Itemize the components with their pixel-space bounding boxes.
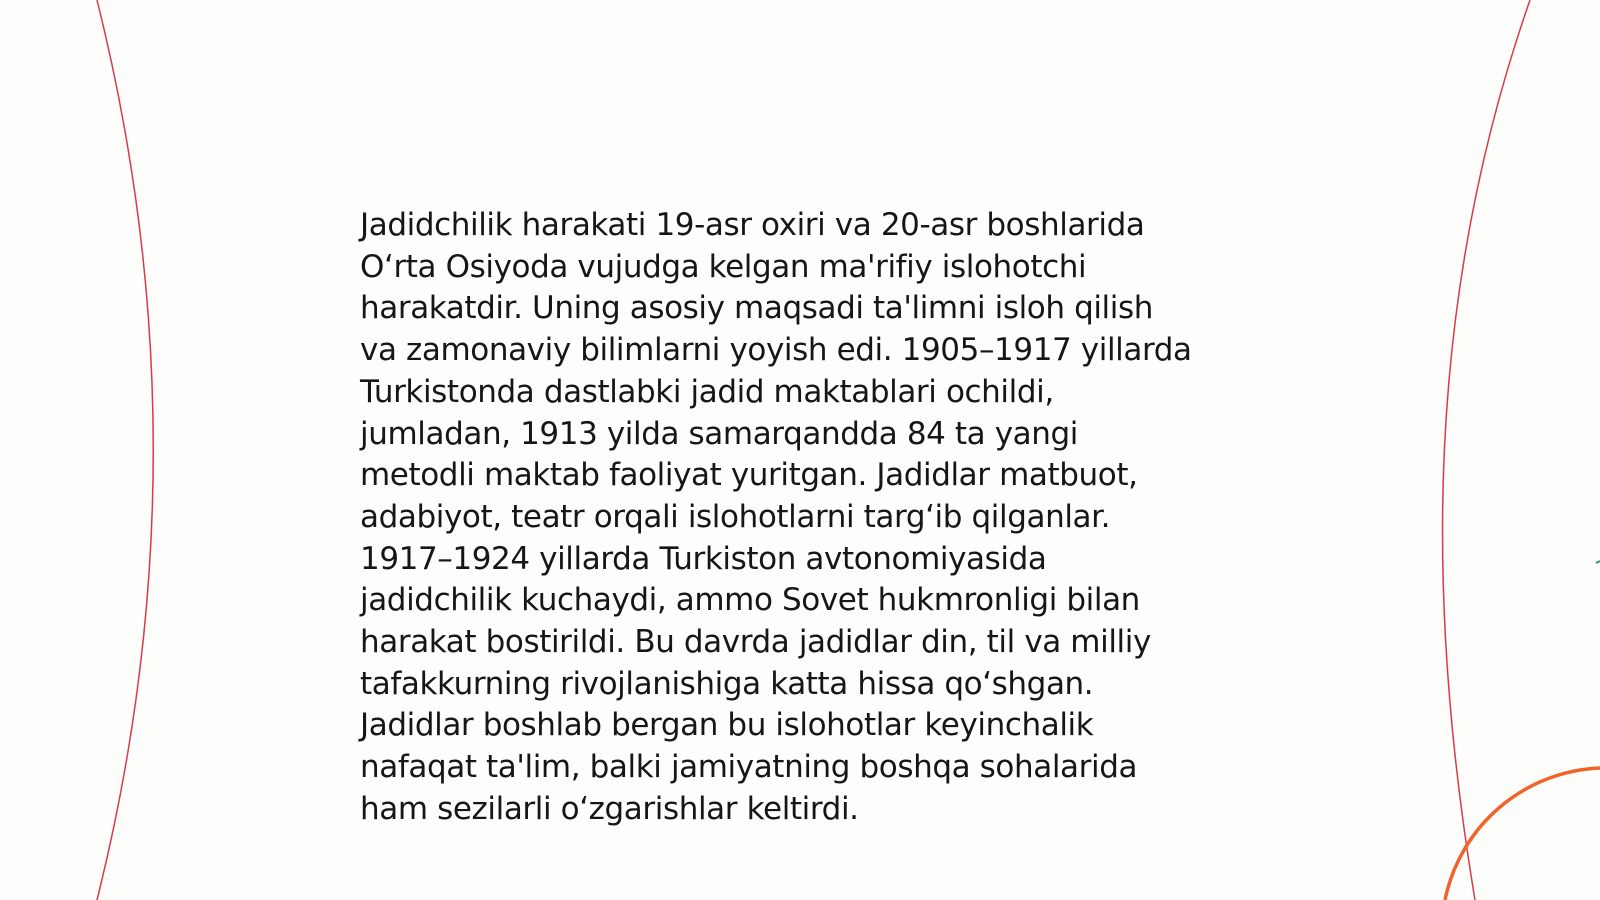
- text-line: Jadidlar boshlab bergan bu islohotlar keyinchalik: [360, 707, 1094, 744]
- text-line: tafakkurning rivojlanishiga katta hissa qo‘shgan.: [360, 665, 1094, 702]
- text-line: adabiyot, teatr orqali islohotlarni targ‘ib qilganlar.: [360, 498, 1111, 535]
- text-line: Jadidchilik harakati 19-asr oxiri va 20-asr boshlarida: [360, 207, 1145, 243]
- orange-arc: [1445, 768, 1600, 900]
- text-line: harakat bostirildi. Bu davrda jadidlar din, til va milliy: [360, 624, 1151, 661]
- text-line: va zamonaviy bilimlarni yoyish edi. 1905–1917 yillarda: [360, 332, 1192, 369]
- text-line: metodli maktab faoliyat yuritgan. Jadidlar matbuot,: [360, 457, 1138, 494]
- text-line: harakatdir. Uning asosiy maqsadi ta'limni isloh qilish: [360, 290, 1153, 327]
- body-paragraph: [360, 205, 1260, 831]
- text-line: 1917–1924 yillarda Turkiston avtonomiyasida: [360, 540, 1047, 577]
- text-line: jumladan, 1913 yilda samarqandda 84 ta yangi: [360, 415, 1078, 452]
- text-line: O‘rta Osiyoda vujudga kelgan ma'rifiy islohotchi: [360, 248, 1087, 285]
- right-curve-line: [1443, 0, 1530, 900]
- left-curve-line: [97, 0, 153, 900]
- text-line: Turkistonda dastlabki jadid maktablari ochildi,: [360, 373, 1054, 410]
- green-accent-mark: [1596, 561, 1600, 563]
- text-line: nafaqat ta'lim, balki jamiyatning boshqa sohalarida: [360, 749, 1138, 786]
- text-line: jadidchilik kuchaydi, ammo Sovet hukmronligi bilan: [360, 582, 1140, 619]
- text-line: ham sezilarli o‘zgarishlar keltirdi.: [360, 790, 859, 827]
